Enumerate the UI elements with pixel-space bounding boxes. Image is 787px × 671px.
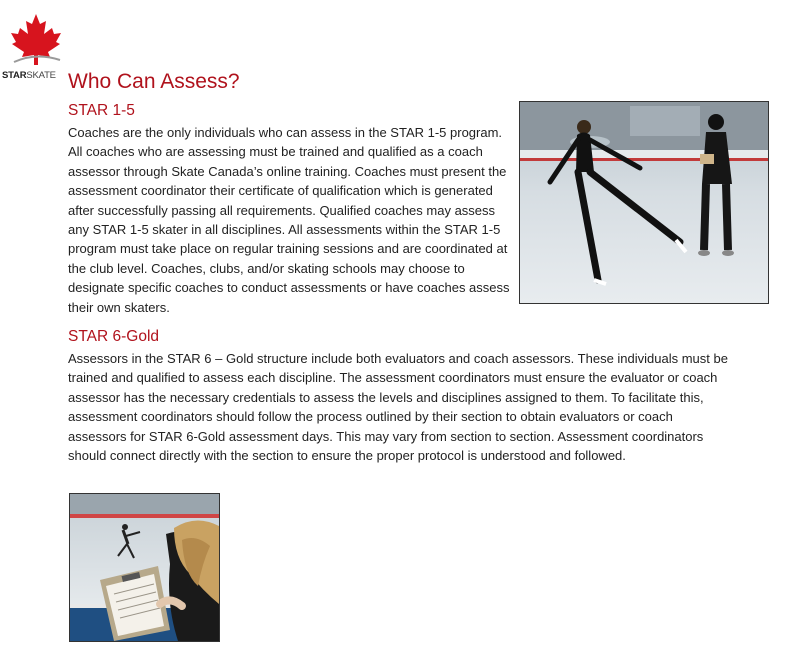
logo-star-text: STAR <box>2 70 27 81</box>
section-body-star-1-5: Coaches are the only individuals who can assess in the STAR 1-5 program. All coaches who are assessing must be trained and qualified as a coach assessor through Skate Canada’s online training. Coaches must present the assessment coordinator their certificate of qualification which is generated after successfully passing all requirements. Qualified coaches may assess any STAR 1-5 skater in all disciplines. All assessments within the STAR 1-5 program must take place on regular training sessions and are coordinated at the club level. Coaches, clubs, and/or skating schools may choose to designate specific coaches to conduct assessments or have coaches assess their own skaters. <box>68 125 510 315</box>
section-body-star-6-gold: Assessors in the STAR 6 – Gold structure include both evaluators and coach assessors. These individuals must be trained and qualified to assess each discipline. The assessment coordinators must ensure the evaluator or coach assessor has the necessary credentials to assess the levels and disciplines assigned to them. To facilitate this, assessment coordinators should follow the process outlined by their section to obtain evaluators or coach assessors for STAR 6-Gold assessment days. This may vary from section to section. Assessment coordinators should connect directly with the section to ensure the proper protocol is understood and followed. <box>68 351 728 464</box>
section-heading-star-1-5: STAR 1-5 <box>68 102 135 119</box>
starskate-logo <box>2 12 68 80</box>
assessor-clipboard-photo <box>69 493 220 642</box>
logo-wordmark <box>2 70 56 81</box>
skater-coach-photo <box>519 101 769 304</box>
maple-leaf-icon <box>10 12 62 68</box>
page-title: Who Can Assess? <box>68 70 240 93</box>
logo-skate-text: SKATE <box>26 70 56 81</box>
section-heading-star-6-gold: STAR 6-Gold <box>68 328 160 345</box>
